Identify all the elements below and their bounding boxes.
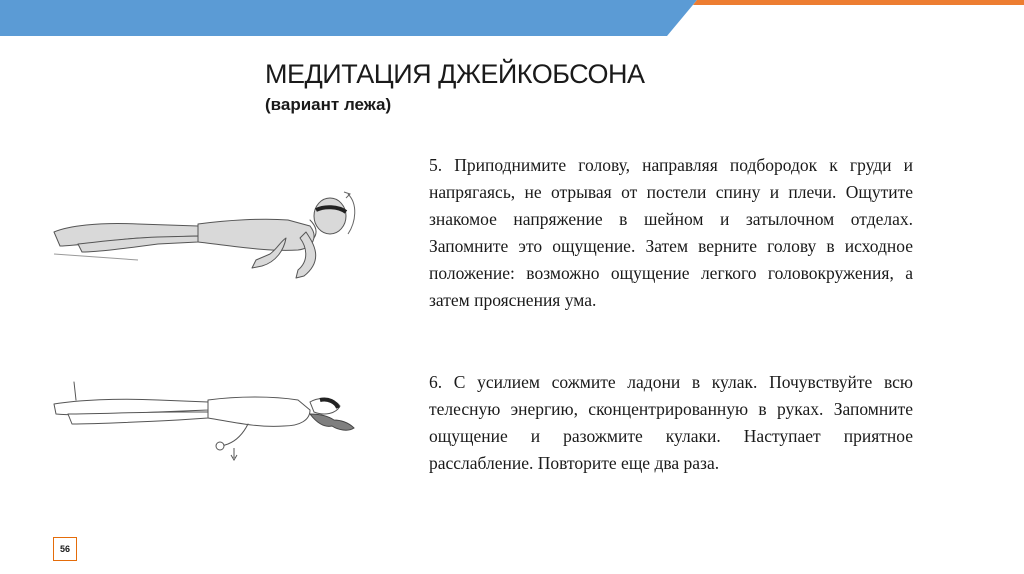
illustration-fist-clench <box>48 370 358 470</box>
top-bar-blue-band <box>0 0 697 36</box>
instruction-step-6: 6. С усилием сожмите ладони в кулак. Почувствуйте всю телесную энергию, сконцентрированную в руках. Запомните ощущение и разожмите кулаки. Наступает приятное расслабление. Повторите еще два раза. <box>429 372 913 473</box>
instruction-step-5: 5. Приподнимите голову, направляя подбородок к груди и напрягаясь, не отрывая от постели спину и плечи. Ощутите знакомое напряжение в шейном и затылочном отделах. Запомните это ощущение. Затем верните голову в исходное положение: возможно ощущение легкого головокружения, а затем прояснения ума. <box>429 155 913 310</box>
illustration-head-lift <box>48 180 358 290</box>
slide-title: МЕДИТАЦИЯ ДЖЕЙКОБСОНА <box>265 59 645 89</box>
slide-subtitle: (вариант лежа) <box>265 95 392 114</box>
top-bar-orange-accent <box>693 0 1024 5</box>
page-number: 56 <box>53 537 77 561</box>
top-decorative-bar <box>0 0 1024 36</box>
